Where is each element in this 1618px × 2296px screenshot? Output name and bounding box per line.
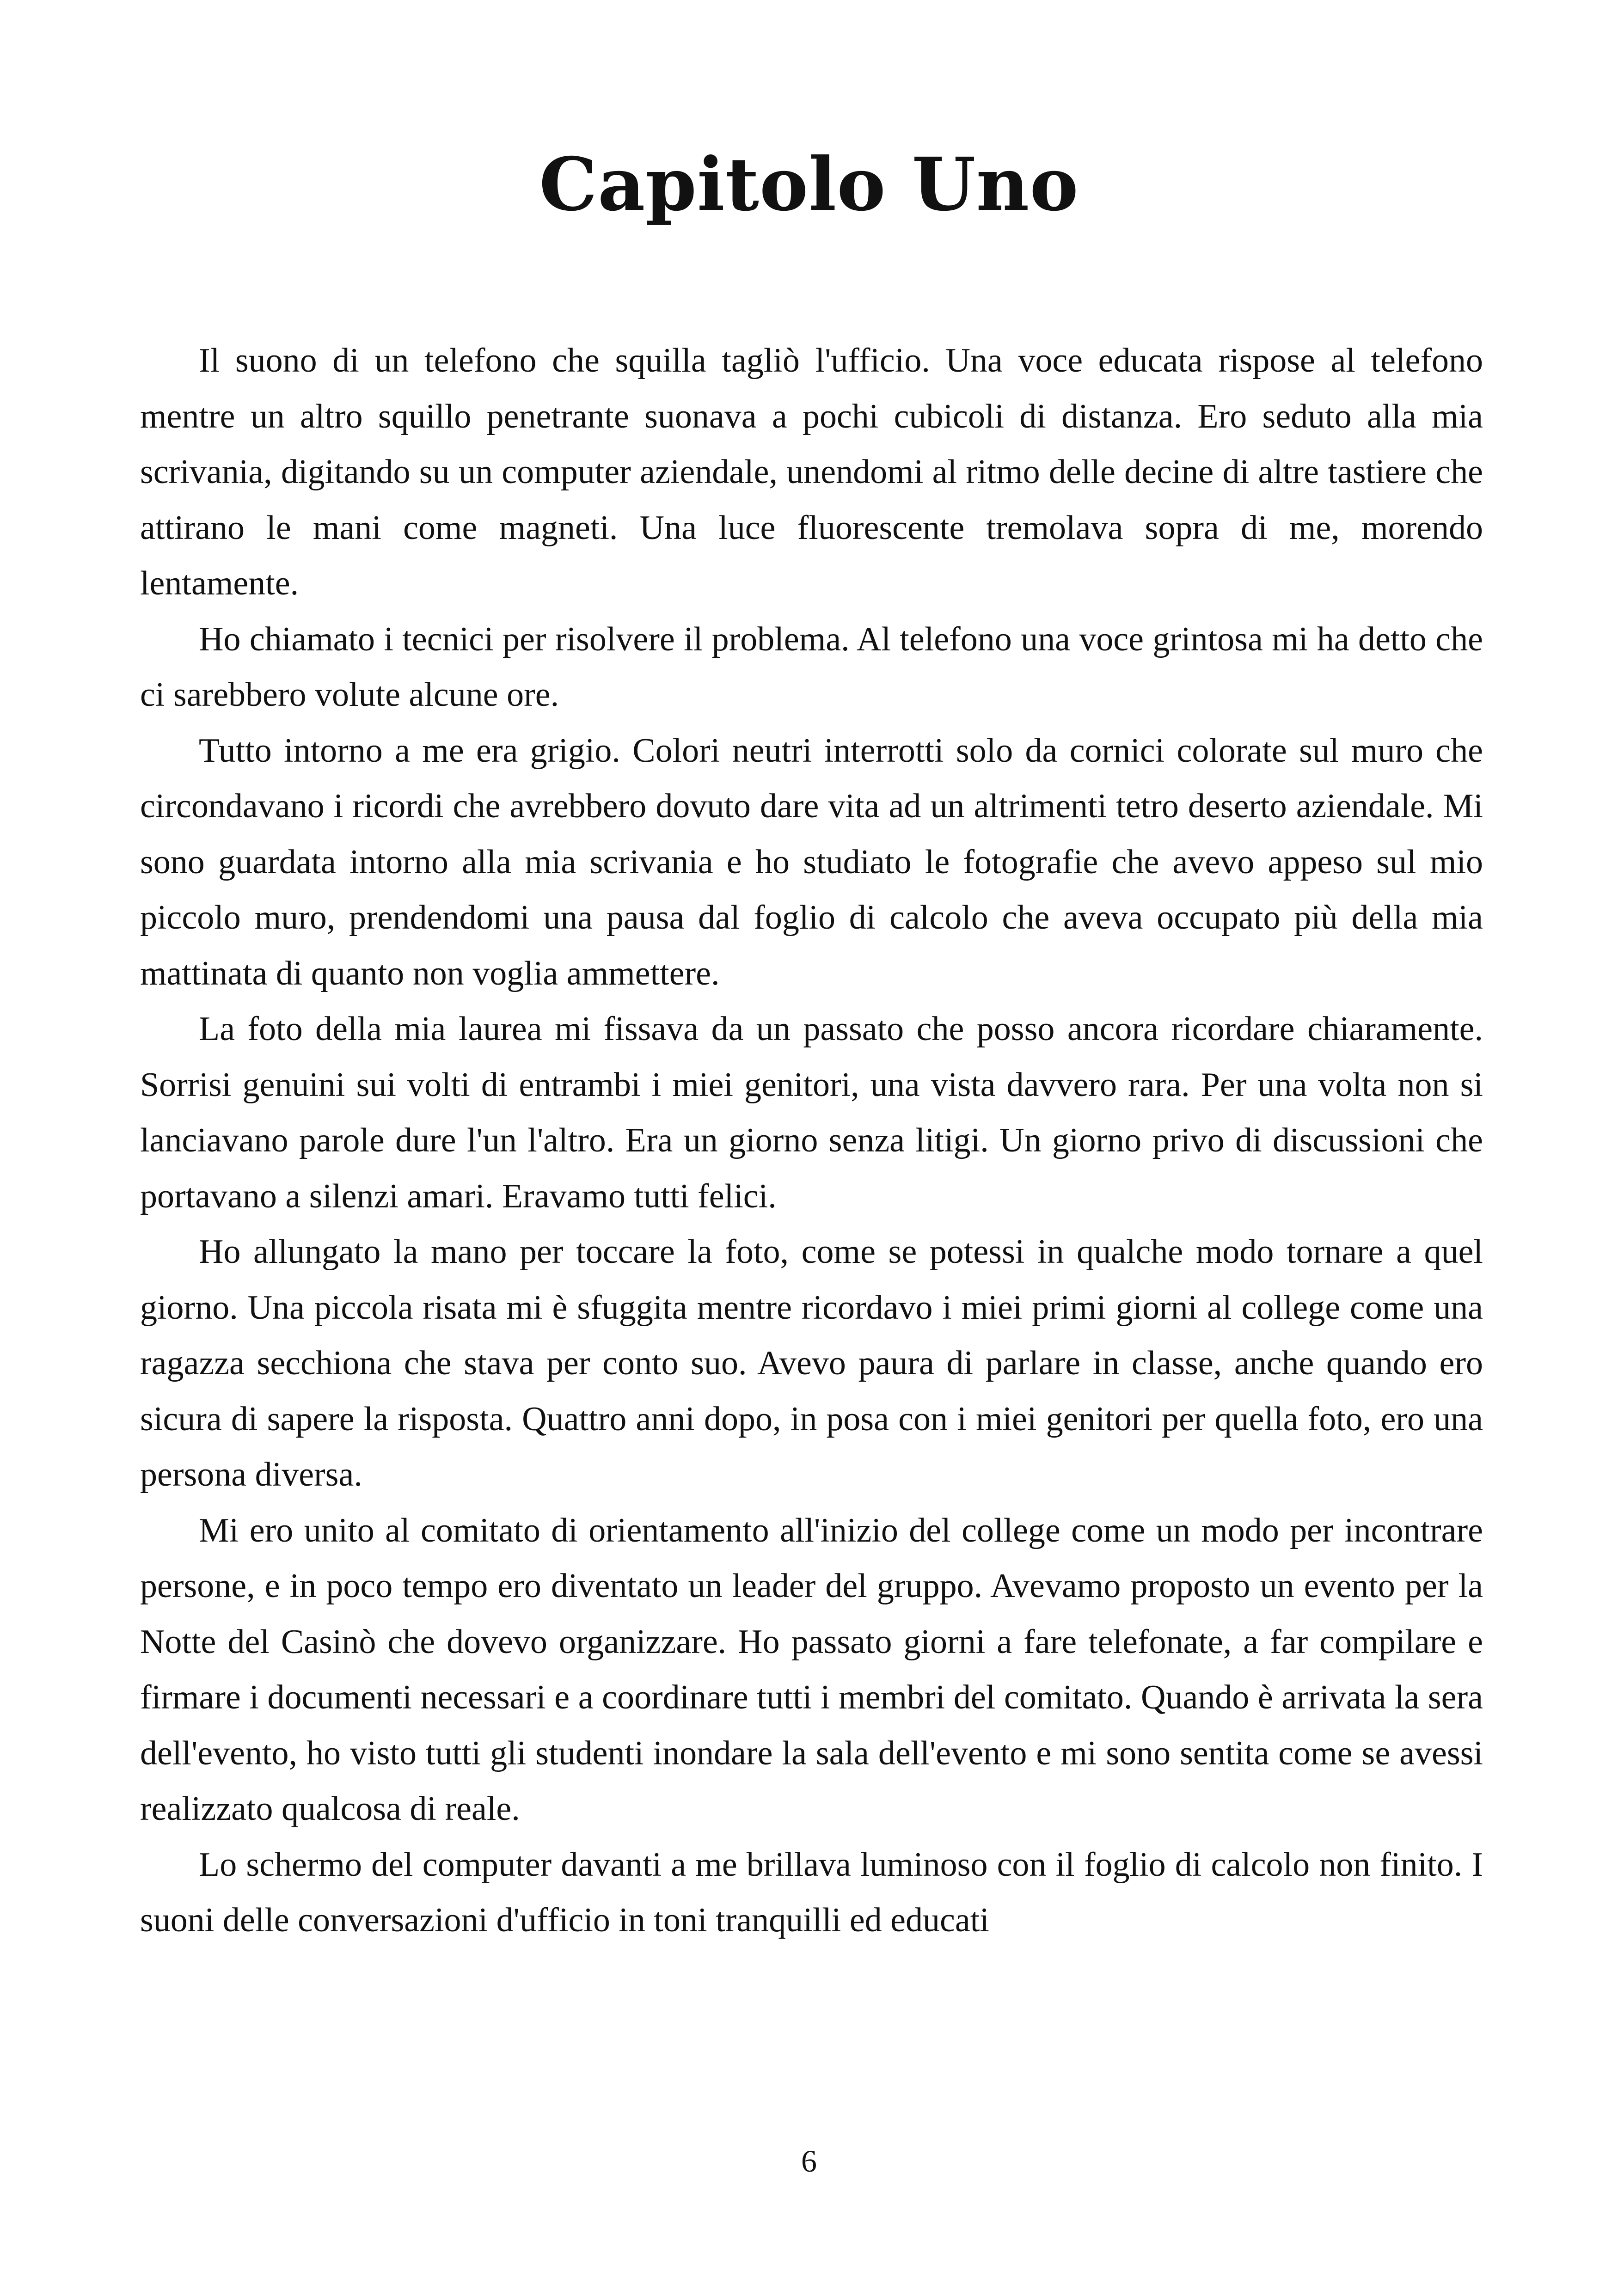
paragraph: Mi ero unito al comitato di orientamento all'inizio del college come un modo per incontrare persone, e in poco tempo ero diventato un leader del gruppo. Avevamo proposto un evento per la Notte del Casinò che dovevo organizzare. Ho passato giorni a fare telefonate, a far compilare e firmare i documenti necessari e a coordinare tutti i membri del comitato. Quando è arrivata la sera dell'evento, ho visto tutti gli studenti inondare la sala dell'evento e mi sono sentita come se avessi realizzato qualcosa di reale. — [140, 1511, 1483, 1828]
paragraph: Tutto intorno a me era grigio. Colori neutri interrotti solo da cornici colorate sul muro che circondavano i ricordi che avrebbero dovuto dare vita ad un altrimenti tetro deserto aziendale. Mi sono guardata intorno alla mia scrivania e ho studiato le fotografie che avevo appeso sul mio piccolo muro, prendendomi una pausa dal foglio di calcolo che aveva occupato più della mia mattinata di quanto non voglia ammettere. — [140, 731, 1483, 992]
paragraph: Lo schermo del computer davanti a me brillava luminoso con il foglio di calcolo non finito. I suoni delle conversazioni d'ufficio in toni tranquilli ed educati — [140, 1845, 1483, 1939]
paragraph: Ho chiamato i tecnici per risolvere il problema. Al telefono una voce grintosa mi ha detto che ci sarebbero volute alcune ore. — [140, 620, 1483, 714]
paragraph: Il suono di un telefono che squilla tagliò l'ufficio. Una voce educata rispose al telefono mentre un altro squillo penetrante suonava a pochi cubicoli di distanza. Ero seduto alla mia scrivania, digitando su un computer aziendale, unendomi al ritmo delle decine di altre tastiere che attirano le mani come magneti. Una luce fluorescente tremolava sopra di me, morendo lentamente. — [140, 342, 1483, 602]
paragraph: La foto della mia laurea mi fissava da un passato che posso ancora ricordare chiaramente. Sorrisi genuini sui volti di entrambi i miei genitori, una vista davvero rara. Per una volta non si lanciavano parole dure l'un l'altro. Era un giorno senza litigi. Un giorno privo di discussioni che portavano a silenzi amari. Eravamo tutti felici. — [140, 1010, 1483, 1215]
paragraph: Ho allungato la mano per toccare la foto, come se potessi in qualche modo tornare a quel giorno. Una piccola risata mi è sfuggita mentre ricordavo i miei primi giorni al college come una ragazza secchiona che stava per conto suo. Avevo paura di parlare in classe, anche quando ero sicura di sapere la risposta. Quattro anni dopo, in posa con i miei genitori per quella foto, ero una persona diversa. — [140, 1233, 1483, 1494]
chapter-title: Capitolo Uno — [539, 142, 1079, 227]
page-number: 6 — [801, 2143, 817, 2179]
chapter-body — [140, 333, 1483, 1948]
